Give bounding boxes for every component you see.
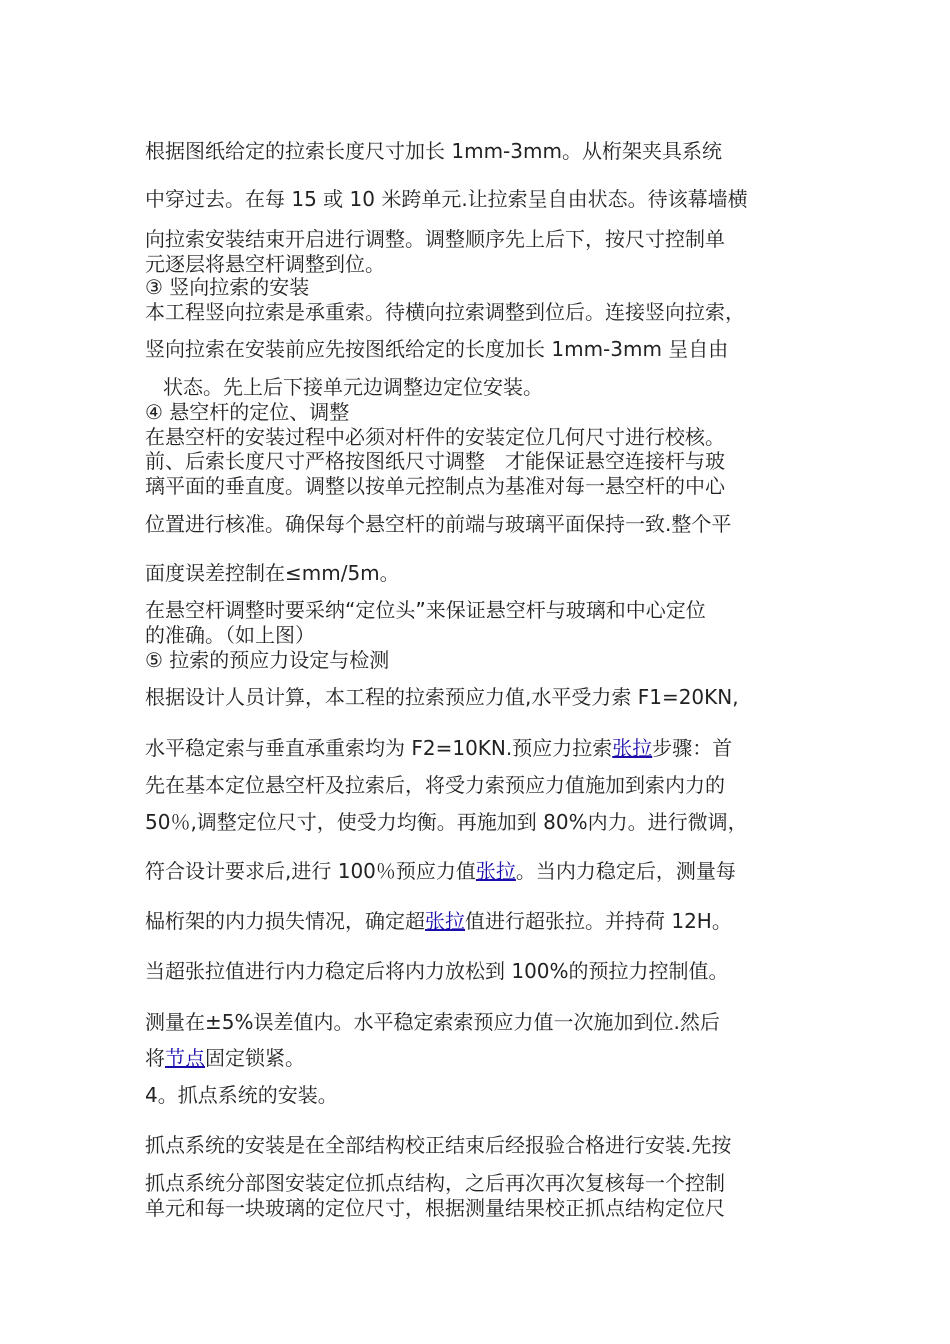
link-zhangla[interactable]: 张拉 <box>612 736 653 760</box>
text-line: 的准确。（如上图） <box>145 623 315 647</box>
text-line: 中穿过去。在每 15 或 10 米跨单元.让拉索呈自由状态。待该幕墙横 <box>145 187 748 211</box>
text-line: 竖向拉索在安装前应先按图纸给定的长度加长 1mm-3mm 呈自由 <box>145 337 729 361</box>
text-line: 前、后索长度尺寸严格按图纸尺寸调整 才能保证悬空连接杆与玻 <box>145 449 725 473</box>
section-heading: ⑤ 拉索的预应力设定与检测 <box>145 648 390 672</box>
text-segment: 。当内力稳定后，测量每 <box>515 859 736 883</box>
text-line: 测量在±5%误差值内。水平稳定索索预应力值一次施加到位.然后 <box>145 1010 720 1034</box>
text-line: 状态。先上后下接单元边调整边定位安装。 <box>163 375 543 399</box>
section-heading: 4。抓点系统的安装。 <box>145 1083 338 1107</box>
text-line: 璃平面的垂直度。调整以按单元控制点为基准对每一悬空杆的中心 <box>145 474 725 498</box>
text-segment: 值进行超张拉。并持荷 12H。 <box>465 909 732 933</box>
text-line: 在悬空杆调整时要采纳“定位头”来保证悬空杆与玻璃和中心定位 <box>145 598 706 622</box>
text-line: 本工程竖向拉索是承重索。待横向拉索调整到位后。连接竖向拉索， <box>145 300 745 324</box>
text-line <box>145 1045 835 1071</box>
text-line: 根据图纸给定的拉索长度尺寸加长 1mm-3mm。从桁架夹具系统 <box>145 139 722 163</box>
text-line: 单元和每一块玻璃的定位尺寸，根据测量结果校正抓点结构定位尺 <box>145 1196 725 1220</box>
text-line: 先在基本定位悬空杆及拉索后，将受力索预应力值施加到索内力的 <box>145 773 725 797</box>
text-line <box>145 908 835 934</box>
text-line: 位置进行核准。确保每个悬空杆的前端与玻璃平面保持一致.整个平 <box>145 512 732 536</box>
text-line: 当超张拉值进行内力稳定后将内力放松到 100%的预拉力控制值。 <box>145 959 729 983</box>
text-line: 抓点系统分部图安装定位抓点结构，之后再次再次复核每一个控制 <box>145 1171 725 1195</box>
text-line: 在悬空杆的安装过程中必须对杆件的安装定位几何尺寸进行校核。 <box>145 425 725 449</box>
link-zhangla[interactable]: 张拉 <box>425 909 465 933</box>
text-segment: 水平稳定索与垂直承重索均为 F2=10KN.预应力拉索 <box>145 736 613 760</box>
text-segment: 固定锁紧。 <box>205 1046 305 1070</box>
section-heading: ③ 竖向拉索的安装 <box>145 275 310 299</box>
text-segment: 步骤：首 <box>652 736 733 760</box>
text-line: 元逐层将悬空杆调整到位。 <box>145 252 385 276</box>
text-line: 向拉索安装结束开启进行调整。调整顺序先上后下，按尺寸控制单 <box>145 227 725 251</box>
text-line: 面度误差控制在≤mm/5m。 <box>145 561 400 585</box>
text-line <box>145 858 835 884</box>
link-jiedian[interactable]: 节点 <box>165 1046 205 1070</box>
text-segment: 符合设计要求后,进行 100％预应力值 <box>145 859 476 883</box>
text-line <box>145 735 835 761</box>
text-line: 根据设计人员计算，本工程的拉索预应力值,水平受力索 F1=20KN, <box>145 685 739 709</box>
text-line: 50％,调整定位尺寸，使受力均衡。再施加到 80%内力。进行微调， <box>145 810 748 834</box>
section-heading: ④ 悬空杆的定位、调整 <box>145 400 350 424</box>
text-segment: 将 <box>145 1046 165 1070</box>
text-segment: 榀桁架的内力损失情况，确定超 <box>145 909 425 933</box>
link-zhangla[interactable]: 张拉 <box>475 859 516 883</box>
text-line: 抓点系统的安装是在全部结构校正结束后经报验合格进行安装.先按 <box>145 1133 732 1157</box>
